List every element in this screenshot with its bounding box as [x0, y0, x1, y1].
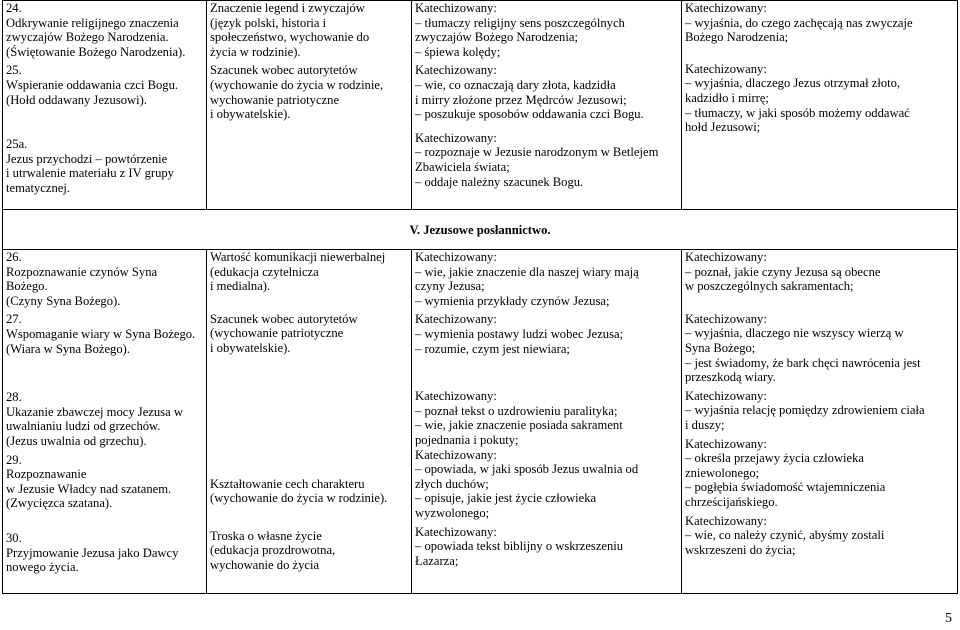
topic-25: 25. Wspieranie oddawania czci Bogu. (Hołd oddawany Jezusowi). [6, 63, 179, 107]
task-legends: Znaczenie legend i zwyczajów (język polski, historia i społeczeństwo, wychowanie do życia w rodzinie). [210, 1, 370, 59]
topic-27: 27. Wspomaganie wiary w Syna Bożego. (Wiara w Syna Bożego). [6, 312, 196, 356]
topic-26: 26. Rozpoznawanie czynów Syna Bożego. (Czyny Syna Bożego). [6, 250, 158, 308]
topic-30: 30. Przyjmowanie Jezusa jako Dawcy nowego życia. [6, 530, 179, 575]
task-respect-authorities: Szacunek wobec autorytetów (wychowanie do życia w rodzinie, wychowanie patriotyczne i obywatelskie). [210, 63, 384, 122]
page-number: 5 [945, 611, 952, 626]
tasks-cell-bottom [207, 250, 412, 594]
task-respect-authorities: Szacunek wobec autorytetów (wychowanie patriotyczne i obywatelskie). [210, 311, 358, 355]
outcomes-cell-top [682, 1, 958, 210]
topics-cell-top [3, 1, 207, 210]
outcome-group: Katechizowany: – wie, co należy czynić, abyśmy zostali wskrzeszeni do życia; [685, 513, 885, 557]
outcome-group: Katechizowany: – wyjaśnia, do czego zachęcają nas zwyczaje Bożego Narodzenia; [685, 1, 913, 45]
topic-24: 24. Odkrywanie religijnego znaczenia zwyczajów Bożego Narodzenia. (Świętowanie Bożego Narodzenia). [6, 1, 186, 59]
task-nonverbal: Wartość komunikacji niewerbalnej (edukacja czytelnicza i medialna). [210, 250, 386, 294]
topics-cell-bottom [3, 250, 207, 594]
tasks-cell-top [207, 1, 412, 210]
section-heading: V. Jezusowe posłannictwo. [3, 210, 958, 250]
outcome-group: Katechizowany: – określa przejawy życia człowieka zniewolonego; – pogłębia świadomość wtajemniczenia chrześcijańskiego. [685, 436, 886, 509]
requirement-group: Katechizowany: – wie, jakie znaczenie dla naszej wiary mają czyny Jezusa; – wymienia przykłady czynów Jezusa; [415, 250, 639, 308]
outcome-group: Katechizowany: – wyjaśnia relację pomiędzy zdrowieniem ciała i duszy; [685, 388, 925, 432]
requirement-group: Katechizowany: – poznał tekst o uzdrowieniu paralityka; – wie, jakie znaczenie posiada sakrament pojednania i pokuty; [415, 389, 623, 447]
requirement-group: Katechizowany: – rozpoznaje w Jezusie narodzonym w Betlejem Zbawiciela świata; – oddaje należny szacunek Bogu. [415, 130, 659, 189]
table-row-bottom [3, 250, 958, 594]
section-row [3, 210, 958, 250]
table-row-top [3, 1, 958, 210]
requirement-group: Katechizowany: – opowiada, w jaki sposób Jezus uwalnia od złych duchów; – opisuje, jakie jest życie człowieka wyzwolonego; [415, 447, 639, 520]
topic-28: 28. Ukazanie zbawczej mocy Jezusa w uwalnianiu ludzi od grzechów. (Jezus uwalnia od grzechu). [6, 390, 183, 448]
topic-29: 29. Rozpoznawanie w Jezusie Władcy nad szatanem. (Zwycięzca szatana). [6, 452, 172, 511]
task-own-life: Troska o własne życie (edukacja prozdrowotna, wychowanie do życia [210, 528, 336, 572]
outcome-group: Katechizowany: – wyjaśnia, dlaczego Jezus otrzymał złoto, kadzidło i mirrę; – tłumaczy, w jaki sposób możemy oddawać hołd Jezusowi; [685, 61, 910, 135]
outcome-group: Katechizowany: – poznał, jakie czyny Jezusa są obecne w poszczególnych sakramentach; [685, 250, 881, 294]
requirement-group: Katechizowany: – wie, co oznaczają dary złota, kadzidła i mirry złożone przez Mędrców Jezusowi; – poszukuje sposobów oddawania czci Bogu. [415, 63, 644, 122]
task-character: Kształtowanie cech charakteru (wychowanie do życia w rodzinie). [210, 476, 388, 506]
requirements-cell-bottom [412, 250, 682, 594]
outcomes-cell-bottom [682, 250, 958, 594]
requirement-group: Katechizowany: – wymienia postawy ludzi wobec Jezusa; – rozumie, czym jest niewiara; [415, 312, 624, 356]
requirement-group: Katechizowany: – tłumaczy religijny sens poszczególnych zwyczajów Bożego Narodzenia; – śpiewa kolędy; [415, 1, 625, 59]
requirements-cell-top [412, 1, 682, 210]
outcome-group: Katechizowany: – wyjaśnia, dlaczego nie wszyscy wierzą w Syna Bożego; – jest świadomy, że bark chęci nawrócenia jest przeszkodą wiary. [685, 311, 921, 385]
topic-25a: 25a. Jezus przychodzi – powtórzenie i utrwalenie materiału z IV grupy tematycznej. [6, 137, 174, 195]
curriculum-table [2, 0, 958, 594]
requirement-group: Katechizowany: – opowiada tekst biblijny o wskrzeszeniu Łazarza; [415, 524, 624, 568]
